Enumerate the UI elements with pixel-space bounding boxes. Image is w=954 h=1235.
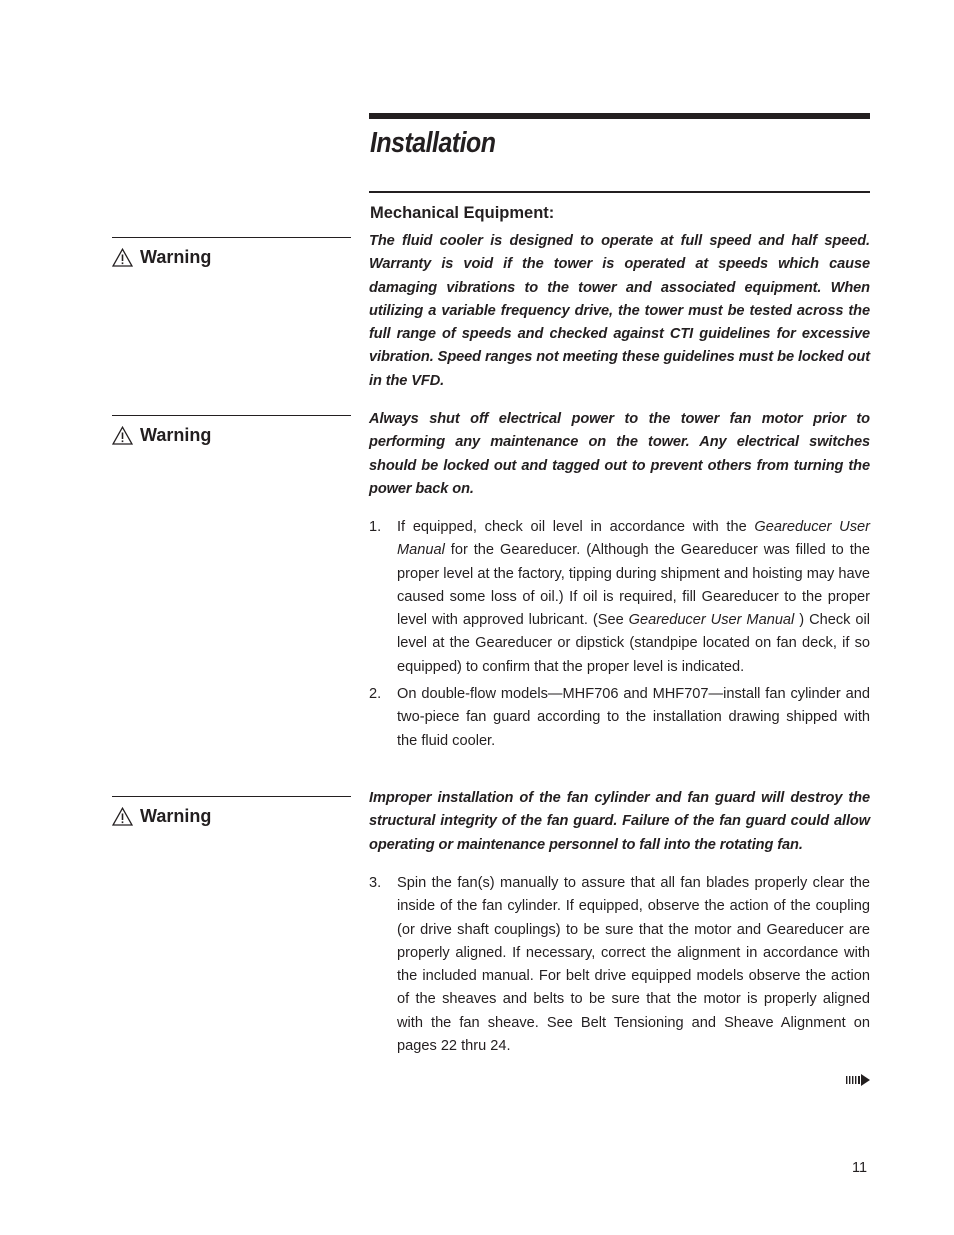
- step-1: [369, 516, 870, 679]
- warning-1-label: [112, 247, 211, 268]
- page-number: 11: [852, 1160, 868, 1176]
- warning-3-rule: [112, 796, 351, 797]
- warning-2-label: [112, 425, 211, 446]
- step-3: [369, 872, 870, 1058]
- continued-arrow-icon: [846, 1074, 870, 1086]
- warning-3-label-text: Warning: [140, 806, 212, 826]
- step-1-text-part1: If equipped, check oil level in accordance with the: [397, 519, 755, 535]
- warning-3-label: [112, 806, 211, 827]
- warning-triangle-icon: [112, 807, 133, 826]
- step-1-manual-ref-1: Geareducer User Manual: [397, 519, 870, 559]
- step-3-number: 3.: [369, 875, 382, 891]
- section-heading: Mechanical Equipment:: [370, 204, 555, 222]
- step-1-text-part3: ) Check oil level at the Geareducer or dipstick (standpipe located on fan deck, if so equipped) to confirm that the proper level is indicated.: [397, 612, 870, 675]
- step-2-text: On double-flow models—MHF706 and MHF707—install fan cylinder and two-piece fan guard according to the installation drawing shipped with the fluid cooler.: [397, 686, 870, 749]
- step-2-number: 2.: [369, 686, 382, 703]
- step-1-number: 1.: [369, 519, 382, 535]
- warning-1-text: The fluid cooler is designed to operate at full speed and half speed. Warranty is void if the tower is operated at speeds which cause damaging vibrations to the tower and associated equipment. When utilizing a variable frequency drive, the tower must be tested across the full range of speeds and checked against CTI guidelines for excessive vibration. Speed ranges not meeting these guidelines must be locked out in the VFD.: [369, 233, 870, 389]
- step-1-manual-ref-2: Geareducer User Manual: [628, 612, 795, 629]
- step-1-text-part2: for the Geareducer. (Although the Geareducer was filled to the proper level at the factory, tipping during shipment and hoisting may have caused some loss of oil.) If oil is required, fill Geareducer to the proper level with approved lubricant. (See: [397, 542, 870, 629]
- warning-3-text: Improper installation of the fan cylinder and fan guard will destroy the structural integrity of the fan guard. Failure of the fan guard could allow operating or maintenance personnel to fall into the rotating fan.: [369, 790, 870, 853]
- warning-triangle-icon: [112, 248, 133, 267]
- warning-2-label-text: Warning: [140, 425, 212, 445]
- warning-2-rule: [112, 415, 351, 416]
- title-bottom-rule: [369, 191, 870, 193]
- warning-2-text: Always shut off electrical power to the tower fan motor prior to performing any maintenance on the tower. Any electrical switches should be locked out and tagged out to prevent others from turning the power back on.: [369, 411, 870, 497]
- page-title: Installation: [370, 127, 496, 159]
- title-top-rule: [369, 113, 870, 119]
- warning-triangle-icon: [112, 426, 133, 445]
- steps-list-1: [369, 516, 870, 753]
- step-3-text: Spin the fan(s) manually to assure that all fan blades properly clear the inside of the fan cylinder. If equipped, observe the action of the coupling (or drive shaft couplings) to be sure that the motor and Geareducer are properly aligned. If necessary, correct the alignment in accordance with the included manual. For belt drive equipped models observe the action of the sheaves and belts to be sure that the motor is properly aligned with the fan sheave. See Belt Tensioning and Sheave Alignment on pages 22 thru 24.: [397, 875, 870, 1055]
- warning-1-rule: [112, 237, 351, 238]
- step-1-text: [397, 516, 870, 679]
- steps-list-2: [369, 872, 870, 1058]
- warning-1-label-text: Warning: [140, 247, 212, 267]
- step-2: [369, 683, 870, 753]
